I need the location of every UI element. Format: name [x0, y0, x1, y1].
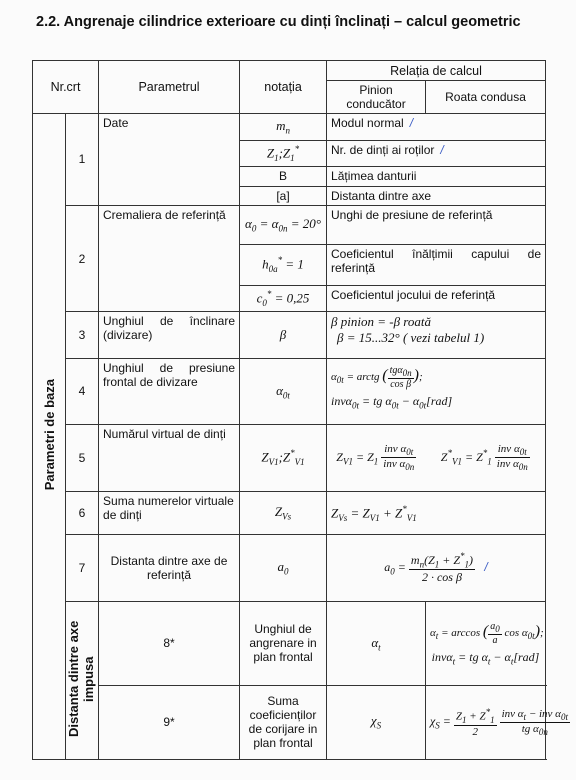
row-3-relatie-line2: β = 15...32° ( vezi tabelul 1) [337, 330, 485, 346]
row-2-notatie-3: $c_0^* = 0,25$ [240, 285, 327, 312]
row-9-notatie: $\chi_S$ [327, 685, 426, 759]
row-5-relatie-roata: $Z^*_{V1} = Z^*_1$ $\frac{inv \alpha_{0t}}{inv \alpha_{0n}}$ [426, 424, 546, 491]
row-2-notatie-2: $h_{0a}^* = 1$ [240, 244, 327, 285]
row-2-relatie-3: Coeficientul jocului de referință [327, 285, 546, 312]
row-8-nr: 8* [99, 602, 240, 685]
header-notatie: notația [240, 61, 327, 114]
header-pinion: Pinion conducător [327, 81, 426, 114]
row-1-nr: 1 [66, 114, 99, 206]
row-6-param: Suma numerelor virtuale de dinți [99, 492, 240, 535]
row-9-nr: 9* [99, 685, 240, 759]
row-4-notatie: $\alpha_{0t}$ [240, 359, 327, 424]
calc-table [32, 60, 568, 760]
row-2-nr: 2 [66, 205, 99, 311]
row-1-relatie-1: Modul normal / [327, 114, 546, 141]
row-1-param: Date [99, 114, 240, 206]
page-title: 2.2. Angrenaje cilindrice exterioare cu dinți înclinați – calcul geometric [36, 14, 521, 30]
row-2-param: Cremaliera de referință [99, 205, 240, 311]
row-4-relatie: $\alpha_{0t}$ = arctg ( $\frac{\text{tgα0n}}{\text{cos β}}$ ); invα$_{0t}$ = tg $\alpha_{0t} - \alpha_{0t}[rad]$ [327, 359, 546, 424]
row-8-notatie: $\alpha_t$ [327, 602, 426, 685]
row-7-relatie: $a_0$ = $\frac{m_n(Z_1 + Z^*_1)}{\text{2 · cos β}}$ / [327, 535, 546, 602]
row-7-nr: 7 [66, 535, 99, 602]
row-6-notatie: $Z_{Vs}$ [240, 492, 327, 535]
row-5-relatie-pinion: $Z_{V1} = Z_1$ $\frac{inv \alpha_{0t}}{inv \alpha_{0n}}$ [327, 424, 426, 491]
row-8-param: Unghiul de angrenare in plan frontal [240, 602, 327, 685]
row-1-relatie-3: Lățimea danturii [327, 167, 546, 186]
row-5-notatie: $Z_{V1};Z^*_{V1}$ [240, 424, 327, 491]
row-1-notatie-2: $Z_1;Z_1^*$ [240, 140, 327, 167]
row-1-relatie-2: Nr. de dinți ai roților / [327, 140, 546, 167]
row-8-relatie: $\alpha_t = \arccos$ ( $\frac{a0}{a}$ $\cos \alpha_{0t}$); invα$_t$ = tg $\alpha_t - \alpha_t[rad]$ [426, 602, 546, 685]
row-3-param: Unghiul de înclinare (divizare) [99, 312, 240, 359]
row-5-nr: 5 [66, 424, 99, 491]
group-baza: Parametri de baza [33, 114, 66, 760]
row-2-relatie-2: Coeficientul înălțimii capului de referință [327, 244, 546, 285]
group-axe: Distanta dintre axe impusa [66, 602, 99, 760]
row-9-relatie: $\chi_S$ = $\frac{Z_1 + Z^*_1}{2}$ $\frac{inv \alpha_t - inv \alpha_{0t}}{tg \alpha_{0n}}$ [426, 685, 546, 759]
row-3-nr: 3 [66, 312, 99, 359]
row-9-param: Suma coeficienților de corijare in plan frontal [240, 685, 327, 759]
row-5-param: Numărul virtual de dinți [99, 424, 240, 491]
row-1-notatie-1: $m_n$ [240, 114, 327, 141]
row-2-relatie-1: Unghi de presiune de referință [327, 205, 546, 244]
header-param: Parametrul [99, 61, 240, 114]
header-roata: Roata condusa [426, 81, 546, 114]
row-3-relatie-line1: β pinion = -β roată [331, 314, 431, 330]
row-4-param: Unghiul de presiune frontal de divizare [99, 359, 240, 424]
row-3-relatie [327, 312, 546, 359]
row-1-notatie-4: [a] [240, 186, 327, 205]
row-1-notatie-3: B [240, 167, 327, 186]
row-7-notatie: $a_0$ [240, 535, 327, 602]
row-7-param: Distanta dintre axe de referință [99, 535, 240, 602]
row-6-relatie: $Z_{Vs} = Z_{V1} + Z^*_{V1}$ [327, 492, 546, 535]
row-2-notatie-1: $\alpha_0 = \alpha_{0n} = 20^\circ$ [240, 205, 327, 244]
row-4-nr: 4 [66, 359, 99, 424]
row-3-notatie: β [240, 312, 327, 359]
row-1-relatie-4: Distanta dintre axe [327, 186, 546, 205]
row-6-nr: 6 [66, 492, 99, 535]
header-relatia: Relația de calcul [327, 61, 546, 81]
header-nrcrt: Nr.crt [33, 61, 99, 114]
